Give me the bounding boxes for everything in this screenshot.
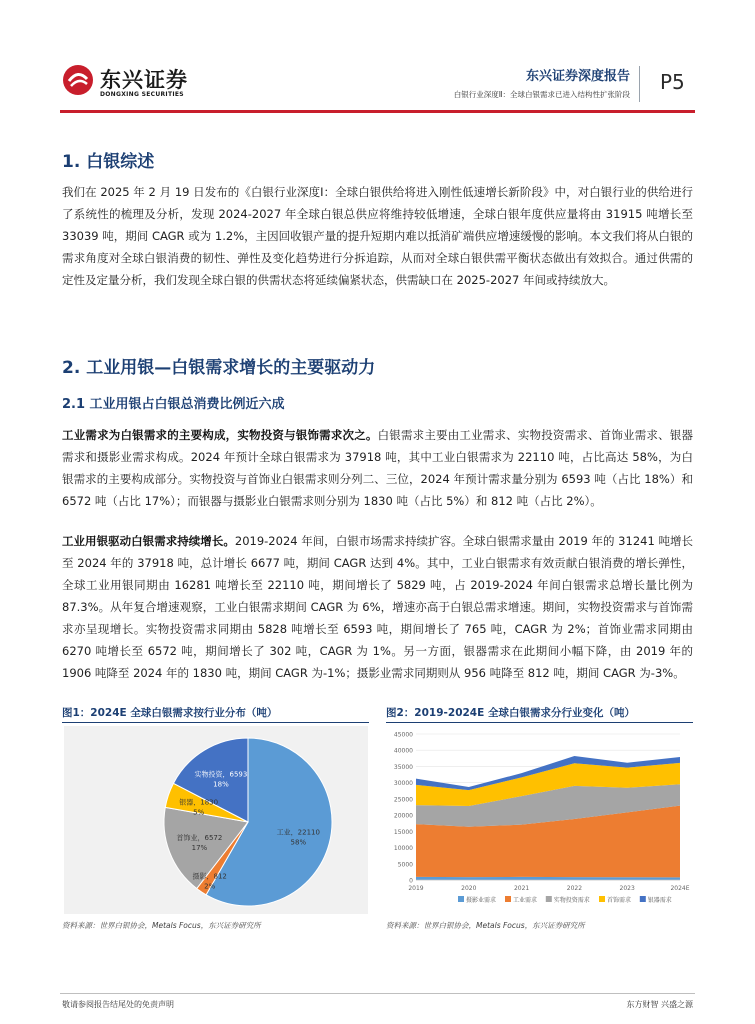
logo-english: DONGXING SECURITIES [100,91,184,98]
header-rule [60,110,695,113]
area-series-0 [416,877,680,880]
footer-slogan: 东方财智 兴盛之源 [626,1000,693,1009]
logo-icon [62,64,94,96]
footer-rule [60,993,695,994]
pie-pct-4: 18% [213,780,229,789]
legend-swatch-4 [640,896,646,902]
x-tick-label: 2020 [461,885,477,892]
figure2-area-chart [386,726,693,914]
report-subtitle: 白银行业深度Ⅱ：全球白银需求已进入结构性扩张阶段 [453,90,630,99]
legend-swatch-1 [505,896,511,902]
figure1-rule [62,722,369,723]
section1-heading: 1. 白银综述 [62,152,155,172]
pie-pct-2: 17% [191,843,208,852]
pie-label-1: 摄影，812 [192,872,227,881]
pie-label-4: 实物投资，6593 [194,770,248,779]
legend-label-1: 工业需求 [513,897,538,904]
paragraph2-lead: 工业用银驱动白银需求持续增长。 [62,534,235,548]
section2-paragraph1 [62,424,693,512]
pie-label-0: 工业，22110 [276,828,320,837]
x-tick-label: 2023 [619,885,635,892]
section1-paragraph: 我们在 2025 年 2 月 19 日发布的《白银行业深度Ⅰ：全球白银供给将进入刚性低速增长新阶段》中，对白银行业的供给进行了系统性的梳理及分析，发现 2024-2027 年全球白银总供应将维持较低增速，全球白银年度供应量将由 31915 吨增长至 33039 吨，期间 CAGR 或为 1.2%，主因回收银产量的提升短期内难以抵消矿端供应增速缓慢的影响。本文我们将从白银的需求角度对全球白银消费的韧性、弹性及变化趋势进行分拆追踪，从而对全球白银供需平衡状态做出有效拟合。通过供需的定性及定量分析，我们发现全球白银的供需状态将延续偏紧状态，供需缺口在 2025-2027 年间或持续放大。 [62,185,693,287]
section2-paragraph2 [62,530,693,684]
report-title: 东兴证券深度报告 [525,69,630,84]
figure1-pie-chart [64,726,368,914]
y-tick-label: 45000 [393,731,413,739]
figure2-source: 资料来源：世界白银协会，Metals Focus，东兴证券研究所 [386,921,585,930]
figure1-title: 图1：2024E 全球白银需求按行业分布（吨） [62,707,278,719]
x-tick-label: 2024E [670,885,690,892]
footer-disclaimer: 敬请参阅报告结尾处的免责声明 [62,1000,174,1009]
y-tick-label: 0 [409,877,413,885]
pie-label-3: 银器，1830 [179,798,219,807]
section2-heading: 2. 工业用银—白银需求增长的主要驱动力 [62,358,376,378]
y-tick-label: 35000 [393,763,413,771]
pie-pct-1: 2% [204,882,216,891]
x-tick-label: 2019 [408,885,424,892]
legend-swatch-0 [458,896,464,902]
y-tick-label: 25000 [393,796,413,804]
pie-label-2: 首饰业，6572 [176,833,223,842]
y-tick-label: 30000 [393,780,413,788]
header-divider [639,66,640,102]
y-tick-label: 15000 [393,828,413,836]
legend-label-2: 实物投资需求 [553,897,590,904]
y-tick-label: 5000 [397,861,413,869]
x-tick-label: 2022 [566,885,583,892]
y-tick-label: 10000 [393,845,413,853]
paragraph1-body: 白银需求主要由工业需求、实物投资需求、首饰业需求、银器需求和摄影业需求构成。2024 年预计全球白银需求为 37918 吨，其中工业白银需求为 22110 吨，占比高达 58%，为白银需求的主要构成部分。实物投资与首饰业白银需求则分列二、三位，2024 年预计需求量分别为 6593 吨（占比 18%）和 6572 吨（占比 17%）；而银器与摄影业白银需求则分别为 1830 吨（占比 5%）和 812 吨（占比 2%）。 [62,428,693,508]
legend-swatch-2 [546,896,552,902]
legend-label-3: 首饰需求 [607,897,632,904]
paragraph1-lead: 工业需求为白银需求的主要构成，实物投资与银饰需求次之。 [62,428,378,442]
y-tick-label: 40000 [393,747,413,755]
pie-pct-3: 5% [193,808,205,817]
paragraph2-body: 2019-2024 年间，白银市场需求持续扩容。全球白银需求量由 2019 年的 31241 吨增长至 2024 年的 37918 吨，总计增长 6677 吨，期间 CAGR 达到 4%。其中，工业白银需求有效贡献白银消费的增长弹性，全球工业用银同期由 16281 吨增长至 22110 吨，期间增长了 5829 吨，占 2019-2024 年间白银需求总增长量比例为 87.3%。从年复合增速观察，工业白银需求期间 CAGR 为 6%，增速亦高于白银总需求增速。期间，实物投资需求与首饰需求亦呈现增长。实物投资需求同期由 5828 吨增长至 6593 吨，期间增长了 765 吨，CAGR 为 2%；首饰业需求同期由 6270 吨增长至 6572 吨，期间增长了 302 吨，CAGR 为 1%。另一方面，银器需求在此期间小幅下降，由 2019 年的 1906 吨降至 2024 年的 1830 吨，期间 CAGR 为-1%；摄影业需求同期则从 956 吨降至 812 吨，期间 CAGR 为-3%。 [62,534,693,680]
figure2-rule [386,722,693,723]
page-number: P5 [660,70,685,94]
x-tick-label: 2021 [513,885,530,892]
section2-1-heading: 2.1 工业用银占白银总消费比例近六成 [62,397,285,412]
legend-label-4: 银器需求 [647,897,672,904]
figure1-source: 资料来源：世界白银协会，Metals Focus，东兴证券研究所 [62,921,261,930]
pie-pct-0: 58% [290,838,307,847]
legend-swatch-3 [599,896,605,902]
legend-label-0: 摄影业需求 [466,897,497,904]
figure2-title: 图2：2019-2024E 全球白银需求分行业变化（吨） [386,707,635,719]
y-tick-label: 20000 [393,812,413,820]
logo-text: 东兴证券 [100,68,188,92]
